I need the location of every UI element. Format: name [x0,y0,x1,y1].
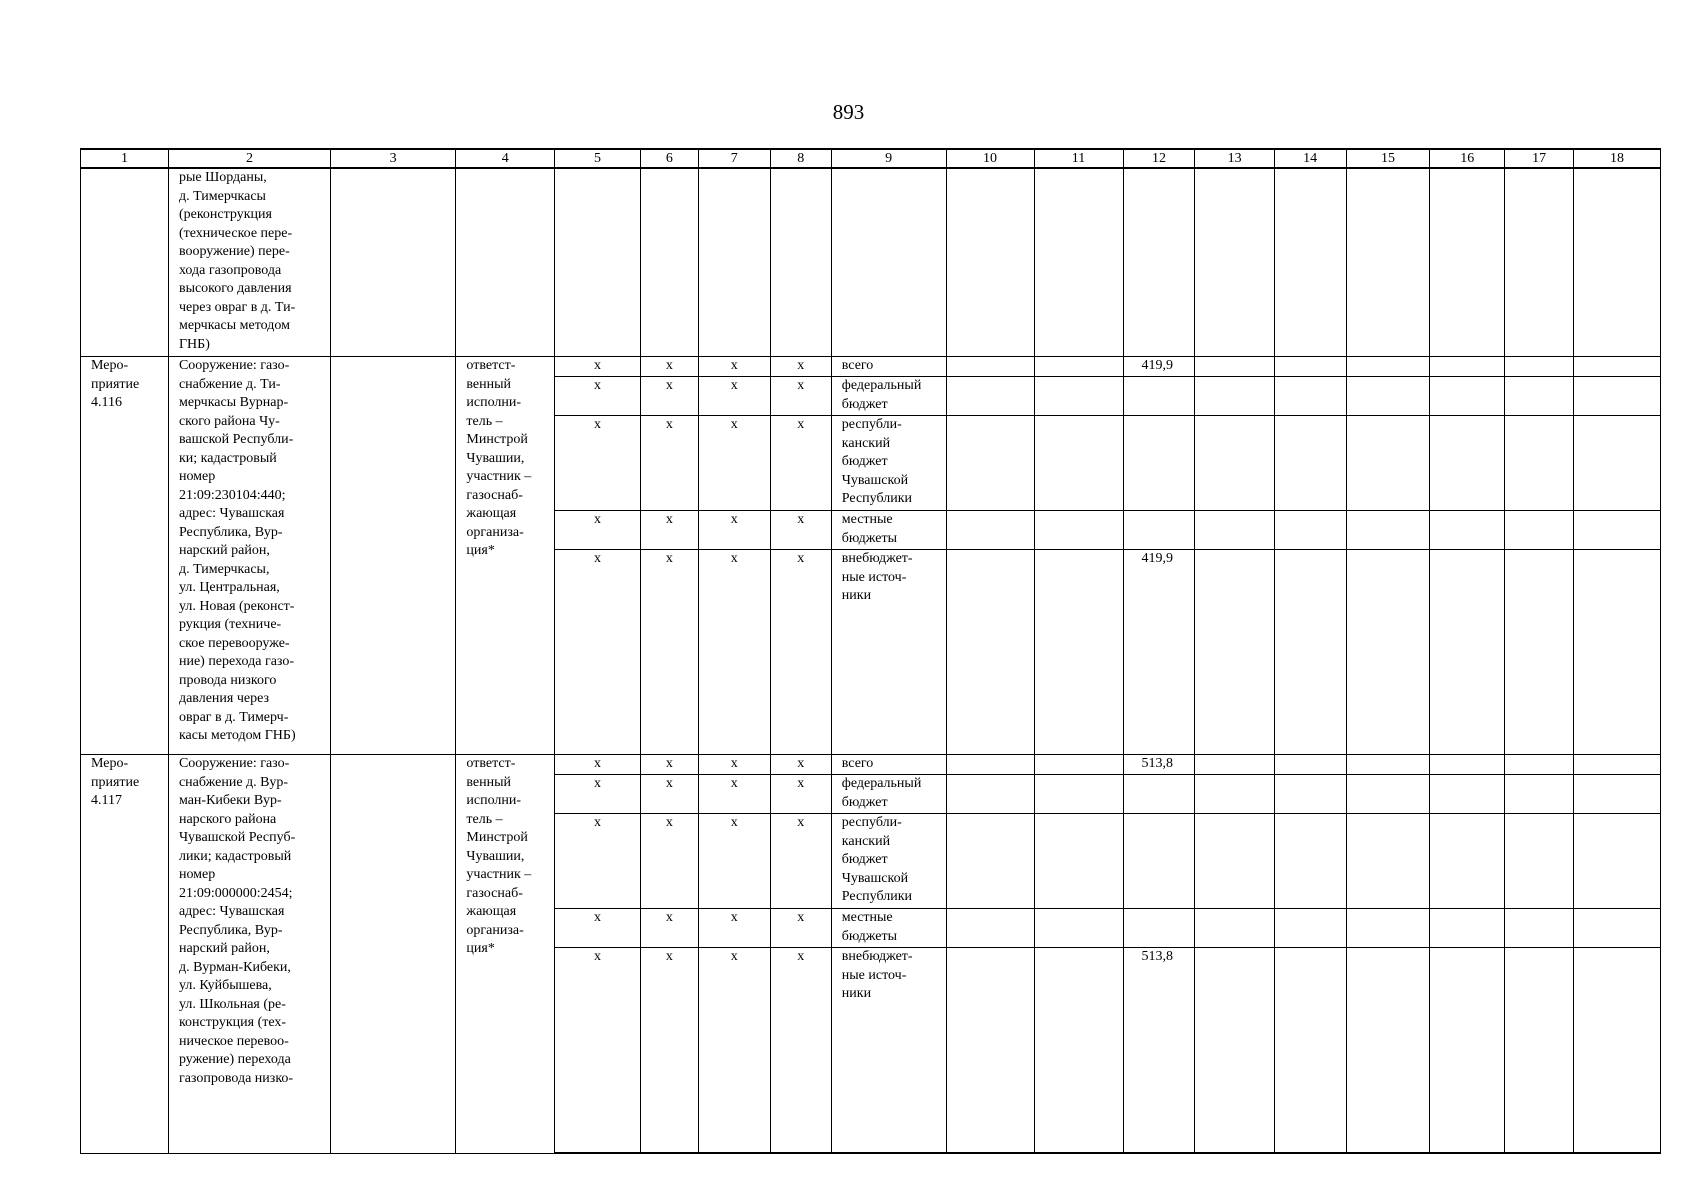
amount-value [1123,377,1195,416]
cell [1274,755,1346,775]
x-mark: x [698,550,770,755]
amount-value [1123,511,1195,550]
cell [1274,948,1346,1154]
cell [946,550,1034,755]
amount-value [1123,775,1195,814]
column-header: 4 [456,149,555,168]
cell [330,357,455,755]
column-header: 5 [555,149,641,168]
x-mark: x [555,775,641,814]
program-table [80,148,1661,1154]
x-mark: x [555,909,641,948]
cell [1573,755,1660,775]
cell [1573,948,1660,1154]
cell [1505,550,1574,755]
cell [640,168,698,357]
amount-value: 513,8 [1123,948,1195,1154]
cell [1034,357,1123,377]
cell [1573,550,1660,755]
cell [1034,168,1123,357]
cell [1195,357,1274,377]
cell [946,909,1034,948]
continuation-description: рые Шорданы, д. Тимерчкасы (реконструкция (техническое пере- вооружение) пере- хода газопровода высокого давления через овраг в д. Ти- мерчкасы методом ГНБ) [168,168,330,357]
x-mark: x [698,948,770,1154]
x-mark: x [640,948,698,1154]
column-header: 6 [640,149,698,168]
cell [698,168,770,357]
cell [1034,775,1123,814]
column-header: 15 [1346,149,1430,168]
funding-source: местные бюджеты [831,511,946,550]
column-header: 14 [1274,149,1346,168]
x-mark: x [770,357,831,377]
cell [1430,948,1505,1154]
column-header: 7 [698,149,770,168]
column-header: 13 [1195,149,1274,168]
cell [1346,416,1430,511]
cell [1573,357,1660,377]
column-header: 10 [946,149,1034,168]
cell [1123,168,1195,357]
column-header: 12 [1123,149,1195,168]
cell [1274,416,1346,511]
cell [1573,416,1660,511]
x-mark: x [555,755,641,775]
cell [1430,775,1505,814]
cell [1274,814,1346,909]
cell [1346,909,1430,948]
cell [1505,357,1574,377]
cell [946,948,1034,1154]
column-header: 9 [831,149,946,168]
cell [456,168,555,357]
cell [946,814,1034,909]
funding-source: федеральный бюджет [831,775,946,814]
cell [1034,909,1123,948]
cell [1034,511,1123,550]
cell [1034,814,1123,909]
column-header: 2 [168,149,330,168]
cell [1573,775,1660,814]
cell [1573,377,1660,416]
cell [1505,511,1574,550]
cell [1505,948,1574,1154]
cell [1346,775,1430,814]
cell [1195,416,1274,511]
cell [1430,550,1505,755]
x-mark: x [640,909,698,948]
cell [1505,775,1574,814]
cell [1346,511,1430,550]
cell [1505,909,1574,948]
amount-value [1123,814,1195,909]
funding-source: внебюджет- ные источ- ники [831,948,946,1154]
x-mark: x [555,814,641,909]
cell [1430,511,1505,550]
cell [1573,814,1660,909]
cell [1505,416,1574,511]
column-header: 18 [1573,149,1660,168]
x-mark: x [770,948,831,1154]
cell [1195,755,1274,775]
cell [1195,511,1274,550]
amount-value: 513,8 [1123,755,1195,775]
cell [946,357,1034,377]
x-mark: x [640,814,698,909]
column-header: 3 [330,149,455,168]
cell [1430,168,1505,357]
cell [1274,909,1346,948]
x-mark: x [770,814,831,909]
x-mark: x [698,511,770,550]
x-mark: x [555,357,641,377]
cell [1430,814,1505,909]
x-mark: x [640,357,698,377]
amount-value [1123,909,1195,948]
x-mark: x [698,775,770,814]
cell [1430,357,1505,377]
x-mark: x [555,948,641,1154]
cell [946,168,1034,357]
cell [1573,168,1660,357]
x-mark: x [640,511,698,550]
x-mark: x [640,377,698,416]
x-mark: x [770,755,831,775]
cell [1195,909,1274,948]
cell [1274,775,1346,814]
x-mark: x [770,511,831,550]
funding-row [81,755,1661,775]
cell [1195,814,1274,909]
x-mark: x [770,775,831,814]
cell [946,755,1034,775]
measure-executor: ответст- венный исполни- тель – Минстрой Чувашии, участник – газоснаб- жающая организа- ция* [456,755,555,1154]
cell [1274,377,1346,416]
funding-source: местные бюджеты [831,909,946,948]
x-mark: x [770,416,831,511]
funding-source: внебюджет- ные источ- ники [831,550,946,755]
cell [1274,357,1346,377]
column-header: 17 [1505,149,1574,168]
x-mark: x [698,357,770,377]
cell [1034,416,1123,511]
measure-description: Сооружение: газо- снабжение д. Вур- ман-Кибеки Вур- нарского района Чувашской Респуб- лики; кадастровый номер 21:09:000000:2454; адрес: Чувашская Республика, Вур- нарский район, д. Вурман-Кибеки, ул. Куйбышева, ул. Школьная (ре- конструкция (тех- ническое перевоо- ружение) перехода газопровода низко- [168,755,330,1154]
x-mark: x [555,377,641,416]
column-header: 1 [81,149,169,168]
cell [831,168,946,357]
cell [330,755,455,1154]
x-mark: x [640,416,698,511]
cell [1430,755,1505,775]
x-mark: x [698,909,770,948]
cell [1195,377,1274,416]
x-mark: x [770,377,831,416]
cell [1274,168,1346,357]
cell [555,168,641,357]
cell [946,775,1034,814]
page-number: 893 [832,100,865,124]
x-mark: x [698,416,770,511]
measure-description: Сооружение: газо- снабжение д. Ти- мерчкасы Вурнар- ского района Чу- вашской Республи- ки; кадастровый номер 21:09:230104:440; адрес: Чувашская Республика, Вур- нарский район, д. Тимерчкасы, ул. Центральная, ул. Новая (реконст- рукция (техниче- ское перевооруже- ние) перехода газо- провода низкого давления через овраг в д. Тимерч- касы методом ГНБ) [168,357,330,755]
continuation-row [81,168,1661,357]
cell [1195,168,1274,357]
measure-id: Меро- приятие 4.116 [81,357,169,755]
x-mark: x [640,775,698,814]
amount-value [1123,416,1195,511]
cell [1430,377,1505,416]
x-mark: x [555,416,641,511]
cell [946,511,1034,550]
cell [1034,948,1123,1154]
cell [1195,550,1274,755]
cell [1346,814,1430,909]
cell [81,168,169,357]
cell [330,168,455,357]
cell [1505,814,1574,909]
cell [1346,357,1430,377]
column-header: 16 [1430,149,1505,168]
cell [1034,755,1123,775]
amount-value: 419,9 [1123,357,1195,377]
funding-source: всего [831,357,946,377]
x-mark: x [555,550,641,755]
cell [1274,511,1346,550]
column-number-header [81,149,1661,168]
cell [1505,755,1574,775]
funding-source: республи- канский бюджет Чувашской Республики [831,814,946,909]
cell [1195,775,1274,814]
x-mark: x [555,511,641,550]
cell [1573,909,1660,948]
cell [770,168,831,357]
measure-executor: ответст- венный исполни- тель – Минстрой Чувашии, участник – газоснаб- жающая организа- ция* [456,357,555,755]
measure-id: Меро- приятие 4.117 [81,755,169,1154]
cell [1346,377,1430,416]
cell [1430,909,1505,948]
funding-source: всего [831,755,946,775]
funding-source: республи- канский бюджет Чувашской Республики [831,416,946,511]
cell [1274,550,1346,755]
amount-value: 419,9 [1123,550,1195,755]
cell [1505,377,1574,416]
cell [1034,550,1123,755]
cell [946,377,1034,416]
x-mark: x [698,755,770,775]
cell [1505,168,1574,357]
x-mark: x [640,550,698,755]
cell [1346,948,1430,1154]
cell [1573,511,1660,550]
cell [1346,550,1430,755]
x-mark: x [698,377,770,416]
funding-source: федеральный бюджет [831,377,946,416]
x-mark: x [698,814,770,909]
cell [1195,948,1274,1154]
column-header: 8 [770,149,831,168]
cell [946,416,1034,511]
cell [1430,416,1505,511]
column-header: 11 [1034,149,1123,168]
funding-row [81,357,1661,377]
cell [1346,168,1430,357]
cell [1034,377,1123,416]
cell [1346,755,1430,775]
x-mark: x [770,550,831,755]
x-mark: x [770,909,831,948]
x-mark: x [640,755,698,775]
